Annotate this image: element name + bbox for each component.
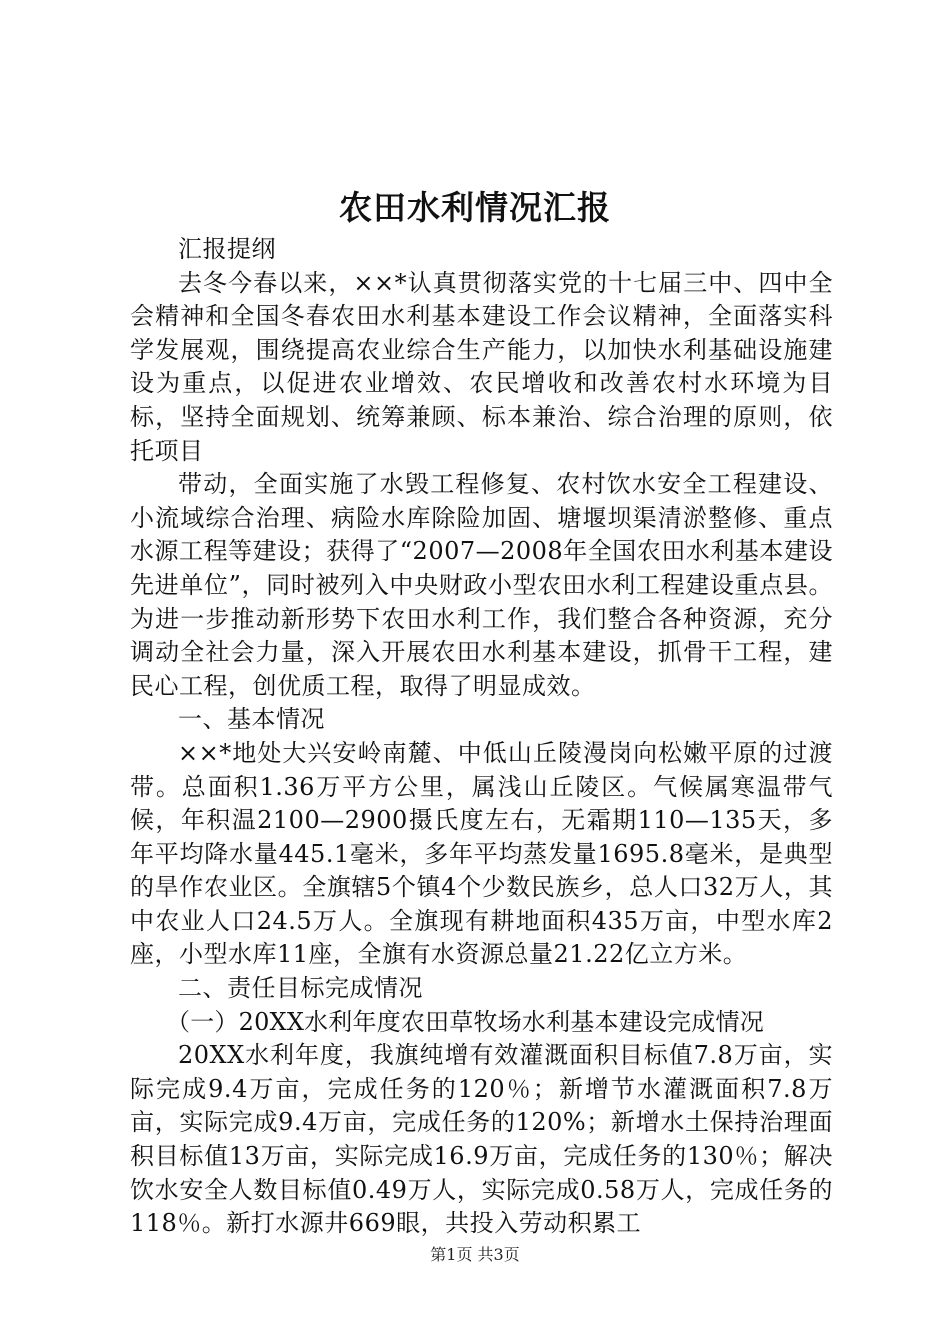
page-number-footer: 第1页 共3页: [430, 1245, 520, 1264]
section-heading-basic-situation: 一、基本情况: [178, 705, 325, 734]
intro-paragraph: 去冬今春以来，××*认真贯彻落实党的十七届三中、四中全会精神和全国冬春农田水利基本建设工作会议精神，全面落实科学发展观，围绕提高农业综合生产能力，以加快水利基础设施建设为重点，以促进农业增效、农民增收和改善农村水环境为目标，坚持全面规划、统筹兼顾、标本兼治、综合治理的原则，依托项目: [130, 268, 833, 465]
subsection-heading-construction: （一）20XX水利年度农田草牧场水利基本建设完成情况: [166, 1007, 764, 1036]
construction-paragraph: 20XX水利年度，我旗纯增有效灌溉面积目标值7.8万亩，实际完成9.4万亩，完成任务的120％；新增节水灌溉面积7.8万亩，实际完成9.4万亩，完成任务的120%；新增水土保持治理面积目标值13万亩，实际完成16.9万亩，完成任务的130％；解决饮水安全人数目标值0.49万人，实际完成0.58万人，完成任务的118％。新打水源井669眼，共投入劳动积累工: [130, 1041, 833, 1238]
outline-heading: 汇报提纲: [178, 235, 276, 263]
section-heading-targets: 二、责任目标完成情况: [178, 974, 423, 1003]
achievements-paragraph: 带动，全面实施了水毁工程修复、农村饮水安全工程建设、小流域综合治理、病险水库除险加固、塘堰坝渠清淤整修、重点水源工程等建设；获得了“2007—2008年全国农田水利基本建设先进单位”，同时被列入中央财政小型农田水利工程建设重点县。为进一步推动新形势下农田水利工作，我们整合各种资源，充分调动全社会力量，深入开展农田水利基本建设，抓骨干工程，建民心工程，创优质工程，取得了明显成效。: [130, 470, 833, 700]
document-body: [130, 233, 833, 1241]
basic-situation-paragraph: ××*地处大兴安岭南麓、中低山丘陵漫岗向松嫩平原的过渡带。总面积1.36万平方公里，属浅山丘陵区。气候属寒温带气候，年积温2100—2900摄氏度左右，无霜期110—135天，多年平均降水量445.1毫米，多年平均蒸发量1695.8毫米，是典型的旱作农业区。全旗辖5个镇4个少数民族乡，总人口32万人，其中农业人口24.5万人。全旗现有耕地面积435万亩，中型水库2座，小型水库11座，全旗有水资源总量21.22亿立方米。: [130, 738, 833, 969]
document-title: 农田水利情况汇报: [339, 188, 611, 227]
